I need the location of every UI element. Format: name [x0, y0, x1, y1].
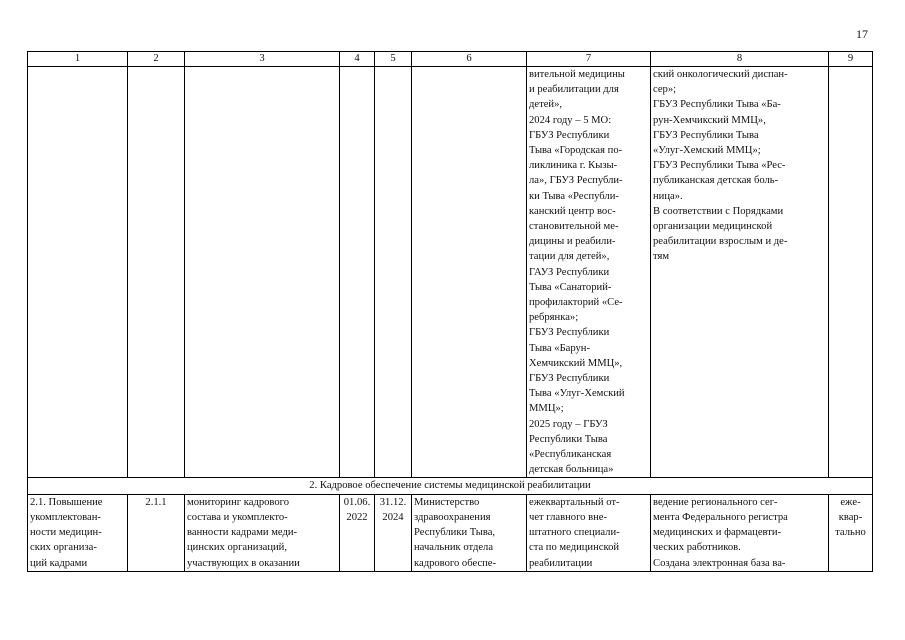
- activity-cell: мониторинг кадрового состава и укомплекто- ванности кадрами меди- цинских организаций, участвующих в оказании: [185, 494, 340, 571]
- column-number: 9: [829, 52, 873, 67]
- responsible-orgs-cell: вительной медицины и реабилитации для детей», 2024 году – 5 МО: ГБУЗ Республики Тыва «Городская по- ликлиника г. Кызы- ла», ГБУЗ Республи- ки Тыва «Республи- канский центр вос- становительной ме- дицины и реабили- тации для детей», ГАУЗ Республики Тыва «Санаторий- профилакторий «Се- ребрянка»; ГБУЗ Республики Тыва «Барун- Хемчикский ММЦ», ГБУЗ Республики Тыва «Улуг-Хемский ММЦ»; 2025 году – ГБУЗ Республики Тыва «Республиканская детская больница»: [527, 67, 651, 478]
- table-cell: [340, 67, 375, 478]
- plan-table: [27, 51, 873, 572]
- column-number-row: [28, 52, 873, 67]
- column-number: 1: [28, 52, 128, 67]
- start-date-cell: 01.06. 2022: [340, 494, 375, 571]
- column-number: 3: [185, 52, 340, 67]
- table-row: [28, 494, 873, 571]
- column-number: 8: [651, 52, 829, 67]
- table-cell: [375, 67, 412, 478]
- table-cell: [829, 67, 873, 478]
- task-cell: 2.1. Повышение укомплектован- ности медицин- ских организа- ций кадрами: [28, 494, 128, 571]
- table-cell: [185, 67, 340, 478]
- report-form-cell: ежеквартальный от- чет главного вне- штатного специали- ста по медицинской реабилитации: [527, 494, 651, 571]
- end-date-cell: 31.12. 2024: [375, 494, 412, 571]
- column-number: 7: [527, 52, 651, 67]
- section-title: 2. Кадровое обеспечение системы медицинской реабилитации: [28, 478, 873, 494]
- continuation-row: [28, 67, 873, 478]
- column-number: 6: [412, 52, 527, 67]
- responsible-cell: Министерство здравоохранения Республики Тыва, начальник отдела кадрового обеспе-: [412, 494, 527, 571]
- page-number: 17: [856, 27, 868, 41]
- section-row: [28, 478, 873, 494]
- table-cell: [412, 67, 527, 478]
- column-number: 4: [340, 52, 375, 67]
- item-number-cell: 2.1.1: [128, 494, 185, 571]
- result-cell: ведение регионального сег- мента Федерального регистра медицинских и фармацевти- ческих работников. Создана электронная база ва-: [651, 494, 829, 571]
- table-cell: [28, 67, 128, 478]
- table-cell: [128, 67, 185, 478]
- frequency-cell: ежe- квар- тально: [829, 494, 873, 571]
- result-cell: ский онкологический диспан- сер»; ГБУЗ Республики Тыва «Ба- рун-Хемчикский ММЦ», ГБУЗ Республики Тыва «Улуг-Хемский ММЦ»; ГБУЗ Республики Тыва «Рес- публиканская детская боль- ница». В соответствии с Порядками организации медицинской реабилитации взрослым и де- тям: [651, 67, 829, 478]
- column-number: 5: [375, 52, 412, 67]
- column-number: 2: [128, 52, 185, 67]
